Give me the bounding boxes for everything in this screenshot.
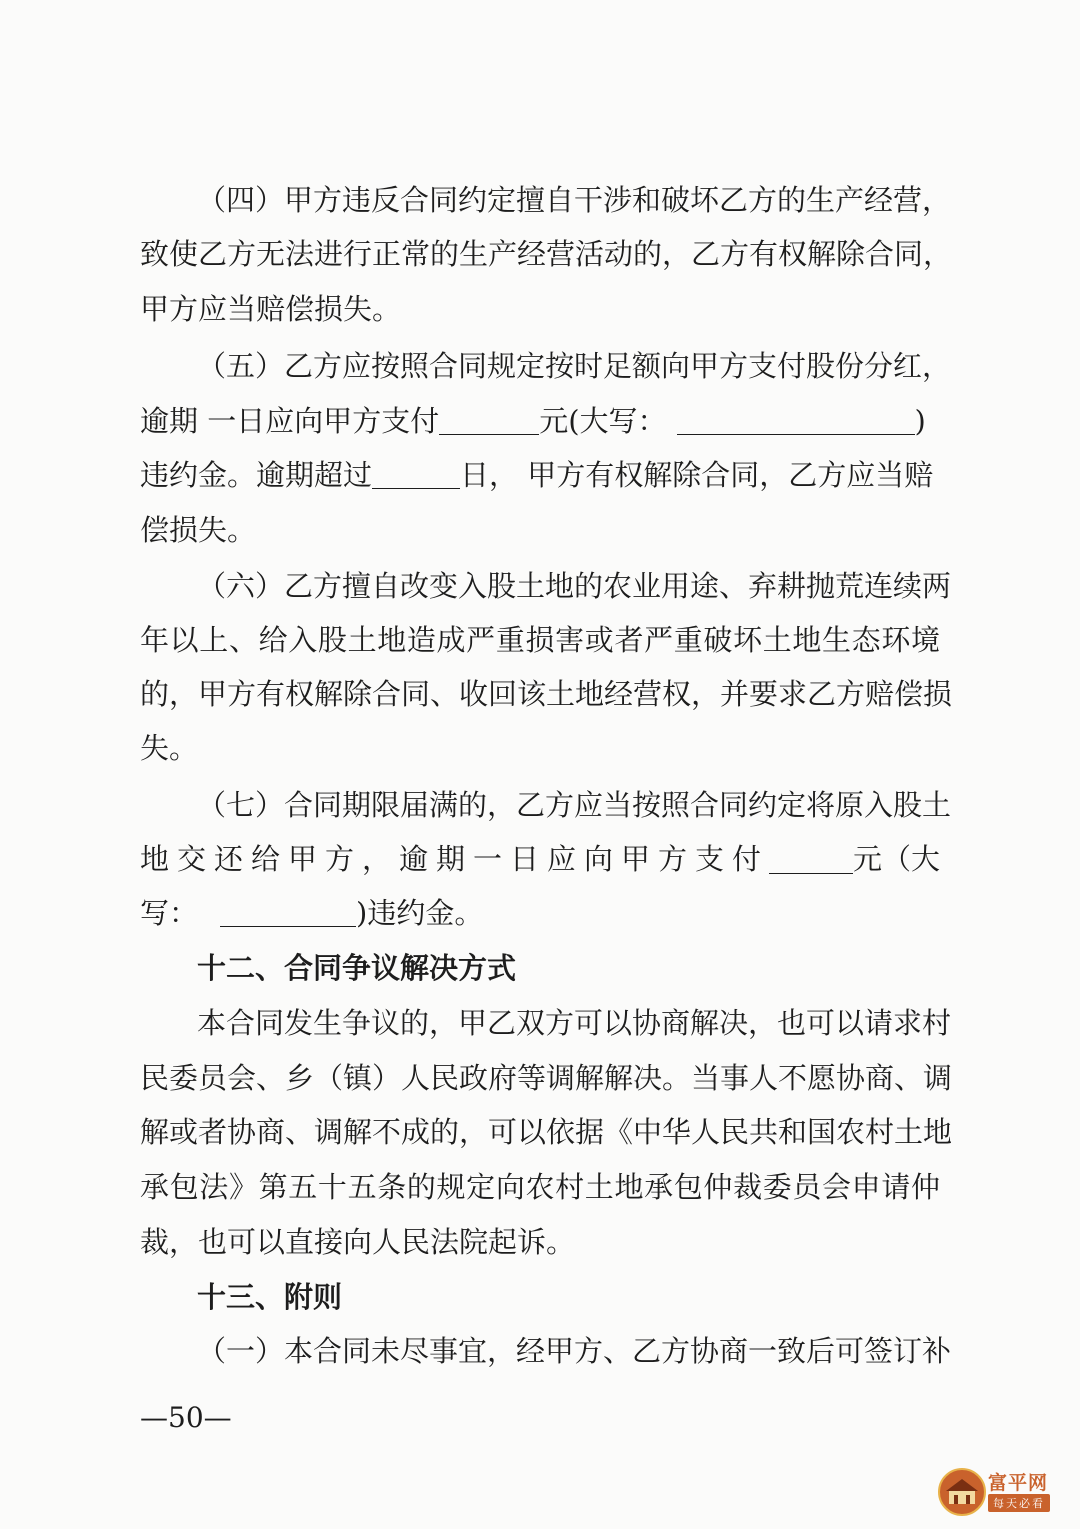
- para5-line3: [140, 455, 940, 495]
- para6-line3: 的，甲方有权解除合同、收回该土地经营权，并要求乙方赔偿损: [140, 677, 953, 711]
- para7-line2: [140, 839, 940, 879]
- page-number: —50—: [140, 1401, 232, 1434]
- section12-line1: 本合同发生争议的，甲乙双方可以协商解决，也可以请求村: [197, 1006, 952, 1040]
- overdue-days-blank[interactable]: [372, 458, 460, 489]
- para5-line3-text-a: 违约金。逾期超过: [140, 458, 373, 492]
- para4-line1: （四）甲方违反合同约定擅自干涉和破坏乙方的生产经营，: [197, 183, 952, 217]
- para7-line3-text-a: 写：: [140, 896, 199, 930]
- site-watermark: [938, 1466, 1066, 1516]
- para4-line2: 致使乙方无法进行正常的生产经营活动的，乙方有权解除合同，: [140, 237, 953, 271]
- section12-line5: 裁，也可以直接向人民法院起诉。: [140, 1225, 576, 1259]
- return-penalty-blank[interactable]: [769, 843, 853, 874]
- section12-line2: 民委员会、乡（镇）人民政府等调解解决。当事人不愿协商、调: [140, 1061, 953, 1095]
- section13-heading: 十三、附则: [197, 1280, 343, 1314]
- watermark-site-name: 富平网: [988, 1472, 1049, 1494]
- para6-line2: 年以上、给入股土地造成严重损害或者严重破坏土地生态环境: [140, 623, 940, 657]
- para5-line2-text-a: 逾期 一日应向甲方支付: [140, 404, 440, 438]
- para6-line1: （六）乙方擅自改变入股土地的农业用途、弃耕抛荒连续两: [197, 569, 952, 603]
- para7-line2-text-b: 元（大: [852, 842, 940, 876]
- para7-line1: （七）合同期限届满的，乙方应当按照合同约定将原入股土: [197, 788, 952, 822]
- para5-line2-text-b: 元(大写：: [539, 404, 667, 438]
- section12-heading: 十二、合同争议解决方式: [197, 951, 517, 985]
- para7-line3-text-b: )违约金。: [356, 896, 484, 930]
- return-penalty-uppercase-blank[interactable]: [220, 896, 356, 927]
- section13-line1: （一）本合同未尽事宜，经甲方、乙方协商一致后可签订补: [197, 1334, 952, 1368]
- para4-line3: 甲方应当赔偿损失。: [140, 292, 402, 326]
- para7-line2-text-a: 地交还给甲方，逾期一日应向甲方支付: [140, 842, 770, 876]
- amount-uppercase-blank[interactable]: [677, 404, 915, 435]
- para5-line2-text-c: ): [914, 404, 926, 438]
- para5-line1: （五）乙方应按照合同规定按时足额向甲方支付股份分红，: [197, 349, 952, 383]
- para6-line4: 失。: [140, 731, 199, 765]
- watermark-slogan: 每天必看: [988, 1494, 1050, 1512]
- para5-line3-text-b: 日， 甲方有权解除合同，乙方应当赔: [460, 458, 934, 492]
- para7-line3: [140, 893, 940, 933]
- section12-line4: 承包法》第五十五条的规定向农村土地承包仲裁委员会申请仲: [140, 1170, 940, 1204]
- para5-line4: 偿损失。: [140, 513, 257, 547]
- para5-line2: [140, 401, 940, 441]
- amount-blank[interactable]: [439, 404, 539, 435]
- section12-line3: 解或者协商、调解不成的，可以依据《中华人民共和国农村土地: [140, 1115, 953, 1149]
- site-logo-icon: [938, 1468, 986, 1516]
